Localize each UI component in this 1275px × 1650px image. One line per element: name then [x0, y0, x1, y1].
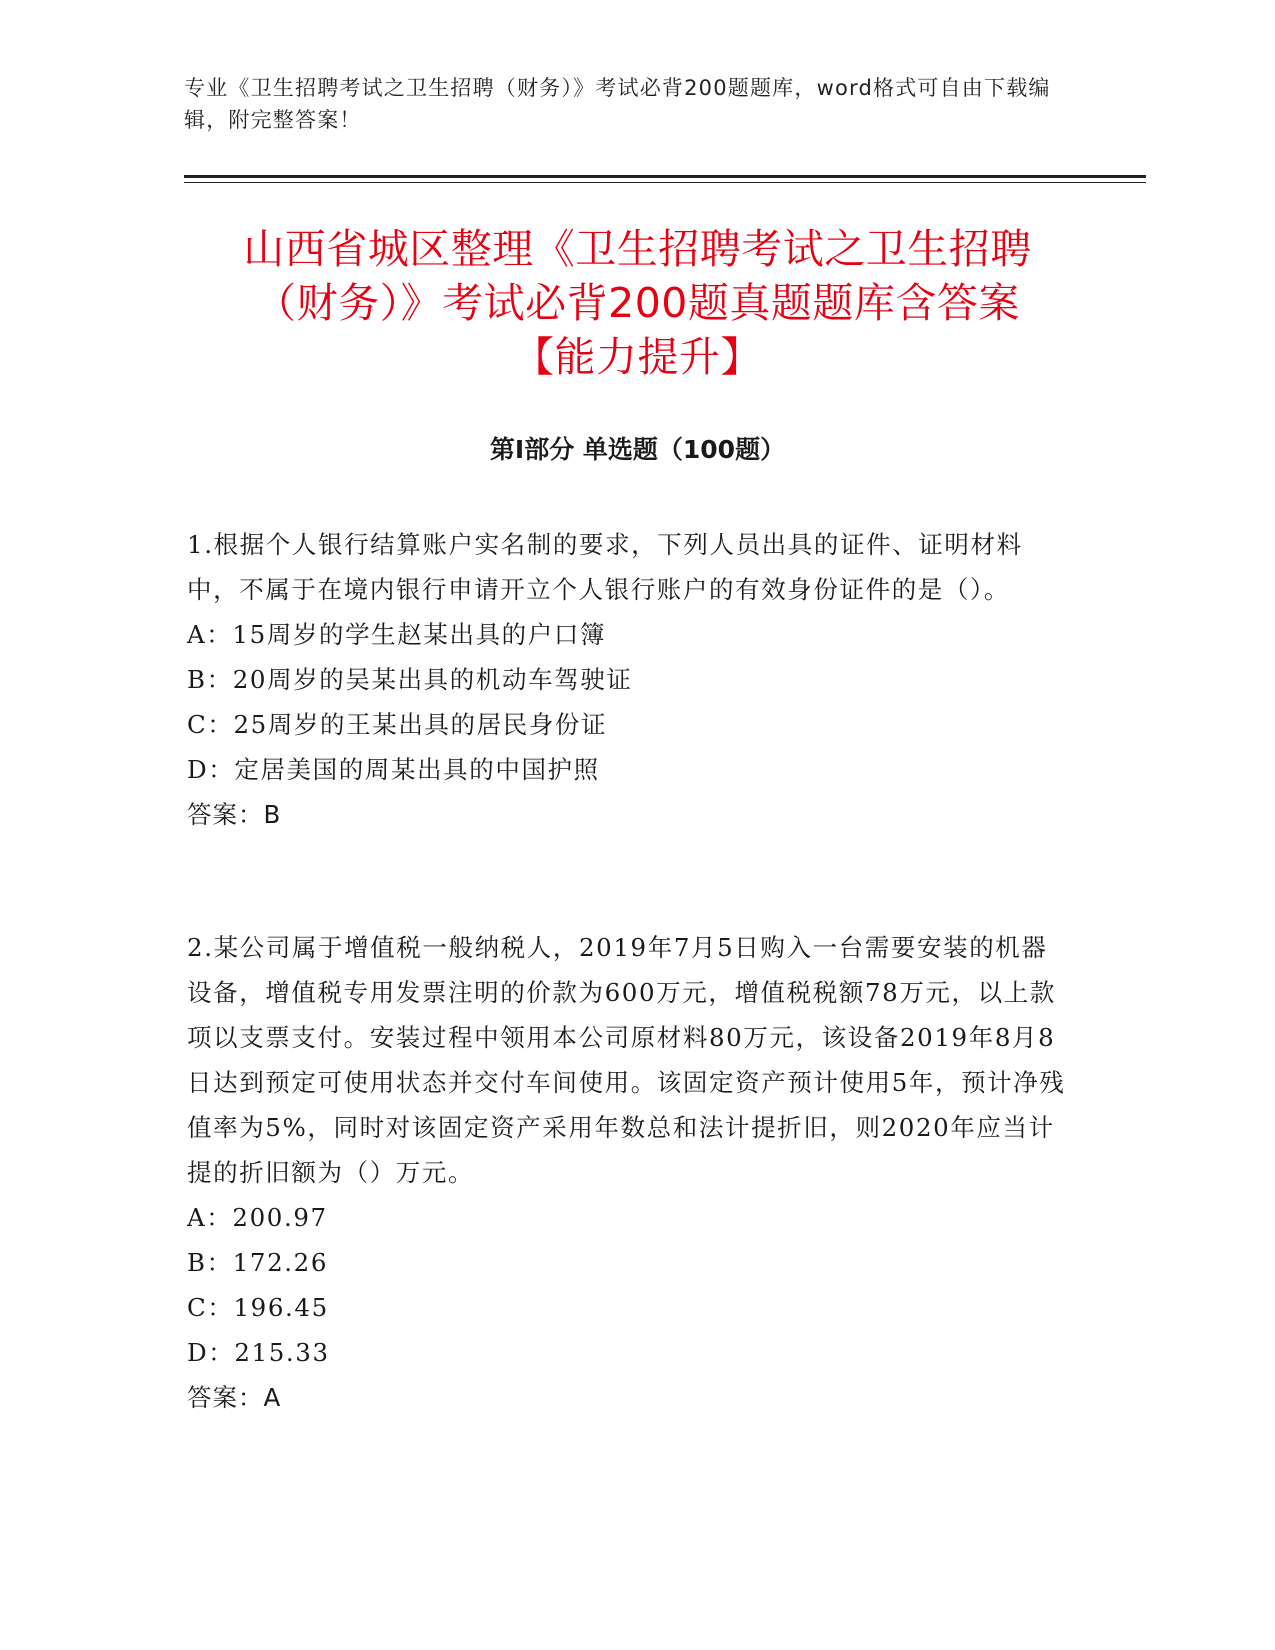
question-stem: 1.根据个人银行结算账户实名制的要求，下列人员出具的证件、证明材料中，不属于在境内银行申请开立个人银行账户的有效身份证件的是（）。 — [187, 530, 1023, 604]
header-note: 专业《卫生招聘考试之卫生招聘（财务）》考试必背200题题库，word格式可自由下载编辑，附完整答案！ — [184, 76, 1051, 132]
question-2 — [187, 925, 1067, 1420]
option-b: B：172.26 — [187, 1248, 329, 1277]
section-title: 第Ⅰ部分 单选题（100题） — [489, 435, 786, 464]
option-c: C：25周岁的王某出具的居民身份证 — [187, 710, 608, 739]
title-line-1: 山西省城区整理《卫生招聘考试之卫生招聘 — [243, 225, 1032, 273]
question-1 — [187, 522, 1067, 837]
option-a: A：15周岁的学生赵某出具的户口簿 — [187, 620, 607, 649]
answer-label: 答案：B — [187, 800, 282, 829]
answer-label: 答案：A — [187, 1383, 282, 1412]
question-stem: 2.某公司属于增值税一般纳税人，2019年7月5日购入一台需要安装的机器设备，增值税专用发票注明的价款为600万元，增值税税额78万元，以上款项以支票支付。安装过程中领用本公司原材料80万元，该设备2019年8月8日达到预定可使用状态并交付车间使用。该固定资产预计使用5年，预计净残值率为5%，同时对该固定资产采用年数总和法计提折旧，则2020年应当计提的折旧额为（）万元。 — [187, 933, 1066, 1187]
option-c: C：196.45 — [187, 1293, 329, 1322]
document-title — [150, 222, 1125, 384]
title-line-2: （财务）》考试必背200题真题题库含答案 — [255, 279, 1020, 327]
option-d: D：定居美国的周某出具的中国护照 — [187, 755, 600, 784]
option-b: B：20周岁的吴某出具的机动车驾驶证 — [187, 665, 633, 694]
title-line-3: 【能力提升】 — [513, 333, 762, 381]
option-d: D：215.33 — [187, 1338, 330, 1367]
header-divider-thick — [184, 175, 1146, 178]
option-a: A：200.97 — [187, 1203, 328, 1232]
header-divider-thin — [184, 182, 1146, 183]
